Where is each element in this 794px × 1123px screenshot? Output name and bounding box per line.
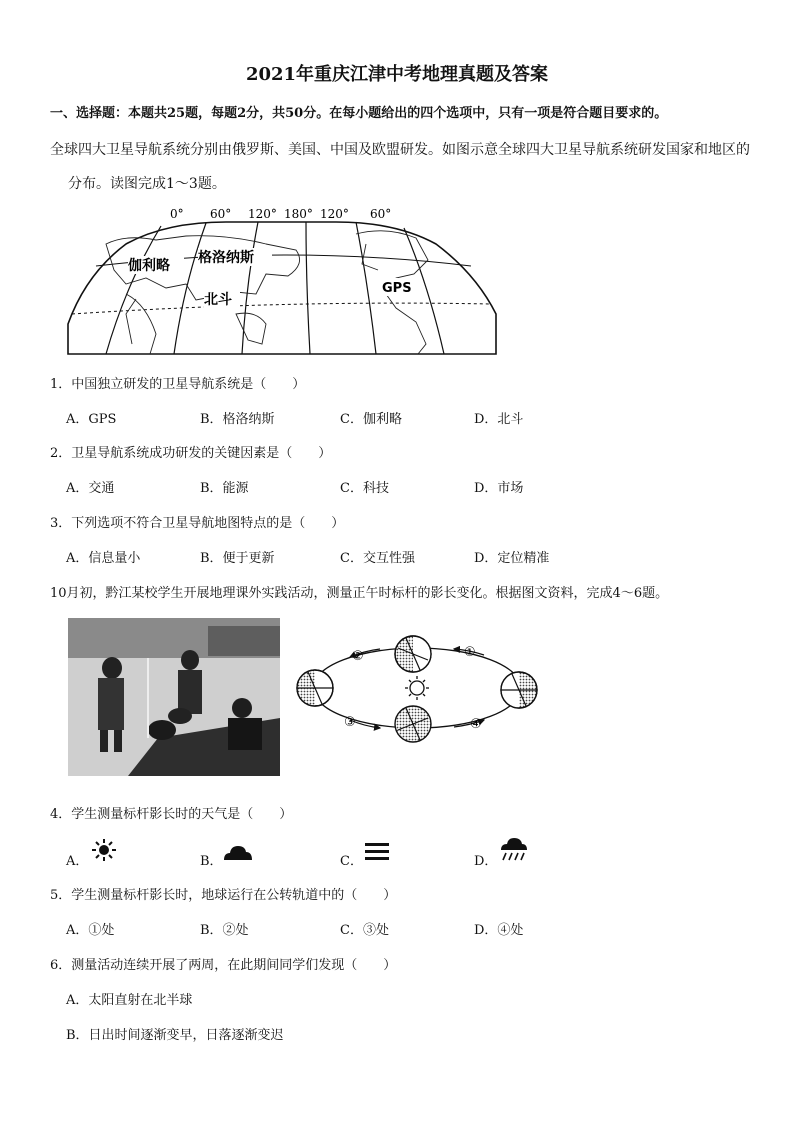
orbit-label-2: ②	[352, 649, 364, 664]
question-1-stem: 1．中国独立研发的卫星导航系统是（ ）	[50, 377, 306, 392]
rain-cloud-icon	[498, 836, 528, 864]
lon-label: 120°	[320, 207, 349, 221]
earth-right	[501, 672, 537, 708]
q2-option-a[interactable]: A．交通	[66, 481, 115, 496]
q1-option-b[interactable]: B．格洛纳斯	[200, 412, 275, 427]
earth-left	[297, 670, 333, 706]
intro-1-line-2: 分布。读图完成1～3题。	[68, 176, 226, 192]
lon-label: 0°	[170, 207, 184, 221]
orbit-label-1: ①	[464, 645, 476, 660]
section-heading: 一、选择题：本题共25题，每题2分，共50分。在每小题给出的四个选项中，只有一项是符合题目要求的。	[50, 106, 668, 121]
q3-option-b[interactable]: B．便于更新	[200, 551, 275, 566]
earth-orbit-diagram	[294, 630, 540, 746]
q6-option-b[interactable]: B．日出时间逐渐变早，日落逐渐变迟	[66, 1028, 284, 1043]
q5-option-a[interactable]: A．①处	[66, 923, 115, 938]
orbit-label-3: ③	[344, 715, 356, 730]
beidou-label: 北斗	[204, 292, 232, 308]
lon-label: 120°	[248, 207, 277, 221]
earth-top	[395, 636, 431, 672]
q5-option-b[interactable]: B．②处	[200, 923, 249, 938]
earth-bottom	[395, 706, 431, 742]
q3-option-c[interactable]: C．交互性强	[340, 551, 415, 566]
q1-option-a[interactable]: A．GPS	[66, 412, 117, 427]
intro-2: 10月初，黔江某校学生开展地理课外实践活动，测量正午时标杆的影长变化。根据图文资料，完成4～6题。	[50, 586, 669, 601]
satellite-world-map	[66, 204, 498, 356]
sun-icon	[90, 838, 118, 862]
q2-option-c[interactable]: C．科技	[340, 481, 389, 496]
lon-label: 60°	[210, 207, 232, 221]
cloud-icon	[222, 842, 254, 862]
page-title: 2021年重庆江津中考地理真题及答案	[245, 64, 549, 85]
orbit-label-4: ④	[470, 717, 482, 732]
q4-option-c[interactable]: C．	[340, 854, 363, 869]
lon-label: 180°	[284, 207, 313, 221]
q5-option-d[interactable]: D．④处	[474, 923, 524, 938]
q4-option-d[interactable]: D．	[474, 854, 498, 869]
q1-option-c[interactable]: C．伽利略	[340, 412, 402, 427]
question-3-stem: 3．下列选项不符合卫星导航地图特点的是（ ）	[50, 516, 345, 531]
q5-option-c[interactable]: C．③处	[340, 923, 389, 938]
q4-option-b[interactable]: B．	[200, 854, 223, 869]
gps-label: GPS	[382, 281, 412, 296]
q4-option-a[interactable]: A．	[66, 854, 89, 869]
q3-option-a[interactable]: A．信息量小	[66, 551, 141, 566]
glonass-label: 格洛纳斯	[198, 250, 254, 266]
fog-icon	[364, 840, 390, 862]
intro-1-line-1: 全球四大卫星导航系统分别由俄罗斯、美国、中国及欧盟研发。如图示意全球四大卫星导航系统研发国家和地区的	[50, 142, 750, 158]
students-photo	[68, 618, 280, 776]
q1-option-d[interactable]: D．北斗	[474, 412, 524, 427]
galileo-label: 伽利略	[128, 258, 170, 274]
q2-option-d[interactable]: D．市场	[474, 481, 524, 496]
question-6-stem: 6．测量活动连续开展了两周，在此期间同学们发现（ ）	[50, 958, 397, 973]
q2-option-b[interactable]: B．能源	[200, 481, 249, 496]
question-4-stem: 4．学生测量标杆影长时的天气是（ ）	[50, 807, 293, 822]
lon-label: 60°	[370, 207, 392, 221]
question-2-stem: 2．卫星导航系统成功研发的关键因素是（ ）	[50, 446, 332, 461]
q3-option-d[interactable]: D．定位精准	[474, 551, 550, 566]
question-5-stem: 5．学生测量标杆影长时，地球运行在公转轨道中的（ ）	[50, 888, 397, 903]
q6-option-a[interactable]: A．太阳直射在北半球	[66, 993, 193, 1008]
